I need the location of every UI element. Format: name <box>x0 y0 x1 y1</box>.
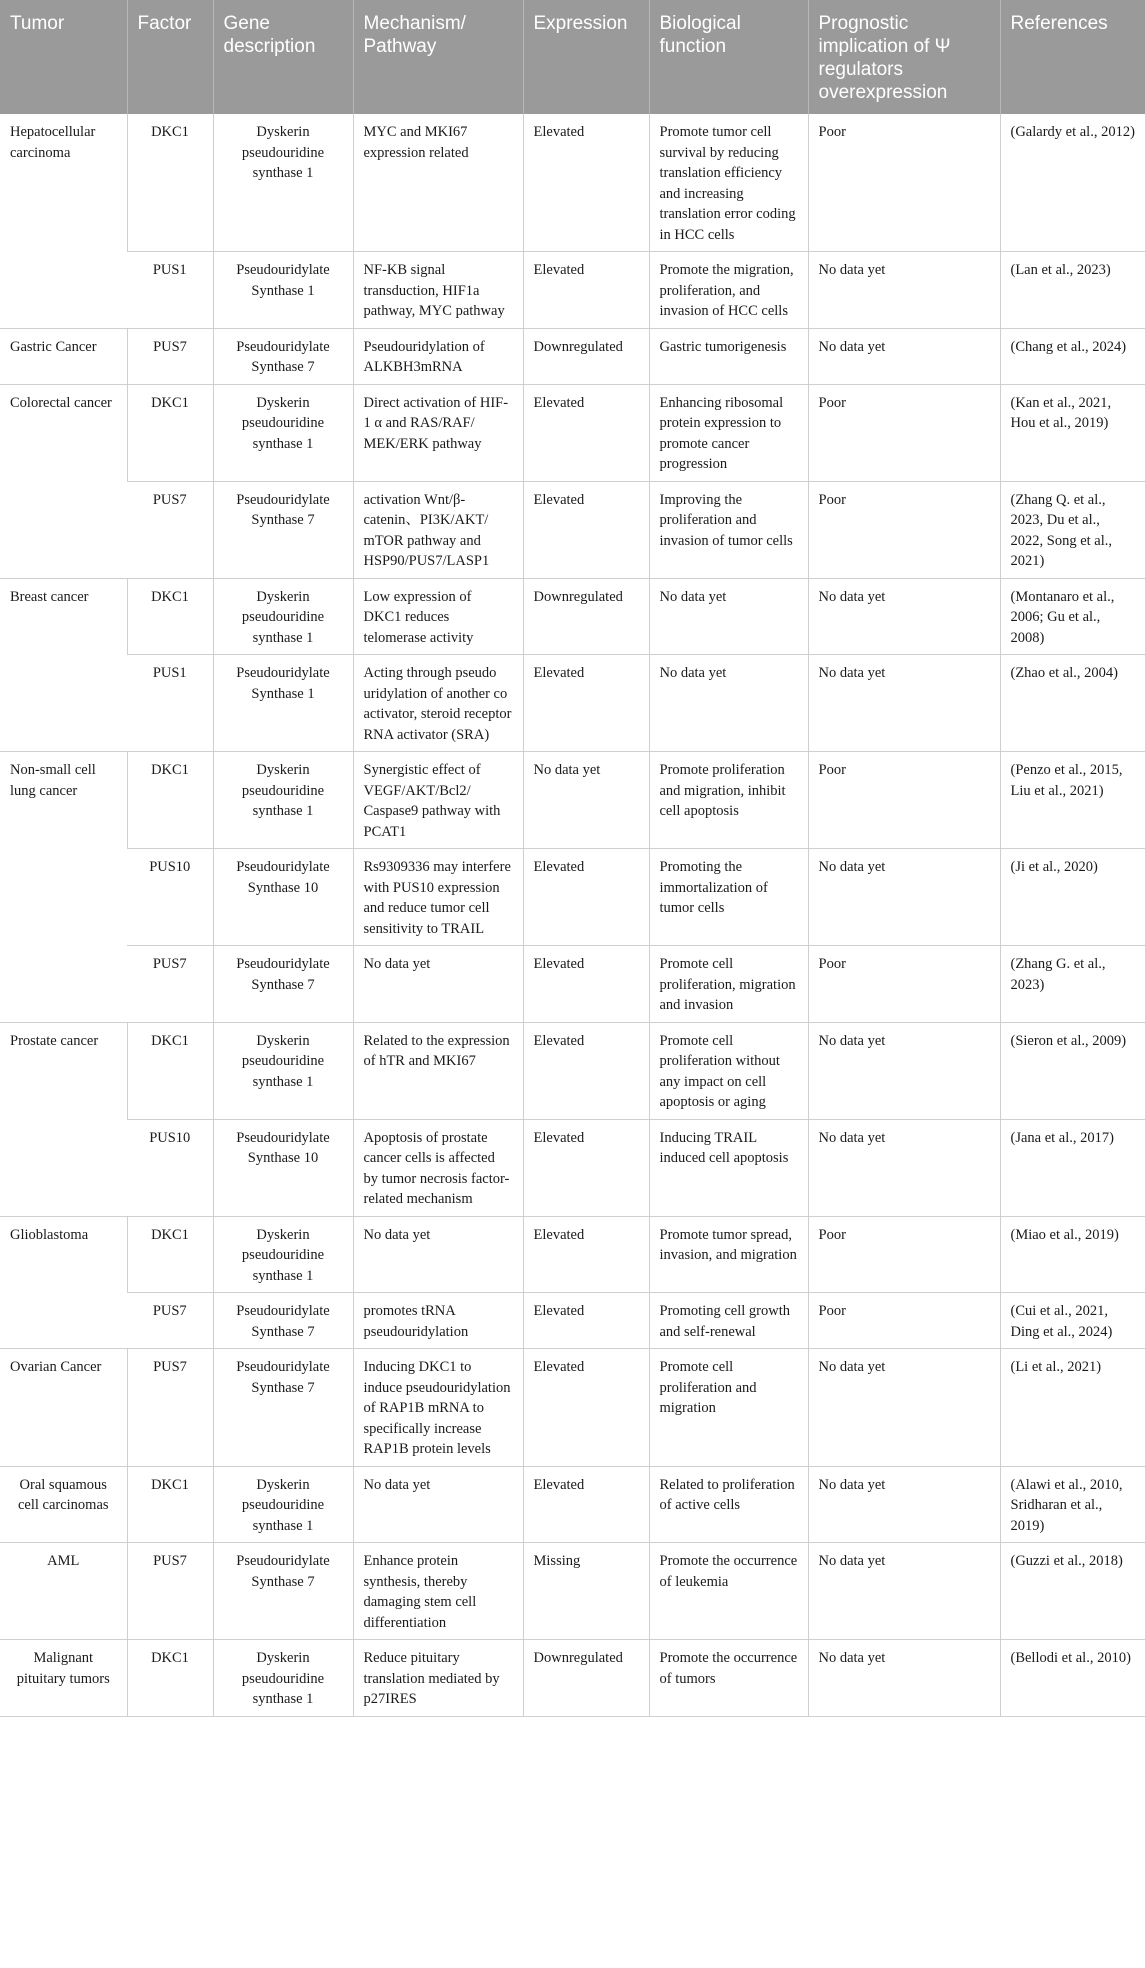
prognostic-cell: No data yet <box>808 849 1000 946</box>
expression-cell: Downregulated <box>523 578 649 655</box>
biological-function-cell: Promote proliferation and migration, inhibit cell apoptosis <box>649 752 808 849</box>
references-cell: (Chang et al., 2024) <box>1000 328 1145 384</box>
factor-cell: DKC1 <box>127 1466 213 1543</box>
factor-cell: DKC1 <box>127 752 213 849</box>
prognostic-cell: Poor <box>808 1216 1000 1293</box>
tumor-cell: Non-small cell lung cancer <box>0 752 127 1023</box>
mechanism-cell: Apoptosis of prostate cancer cells is affected by tumor necrosis factor-related mechanism <box>353 1119 523 1216</box>
references-cell: (Li et al., 2021) <box>1000 1349 1145 1467</box>
expression-cell: Elevated <box>523 1466 649 1543</box>
expression-cell: Elevated <box>523 481 649 578</box>
biological-function-cell: Promoting cell growth and self-renewal <box>649 1293 808 1349</box>
biological-function-cell: Enhancing ribosomal protein expression to promote cancer progression <box>649 384 808 481</box>
factor-cell: PUS7 <box>127 1293 213 1349</box>
references-cell: (Penzo et al., 2015, Liu et al., 2021) <box>1000 752 1145 849</box>
biological-function-cell: Promote the migration, proliferation, and invasion of HCC cells <box>649 252 808 329</box>
table-body <box>0 114 1145 1716</box>
table-row <box>0 114 1145 252</box>
expression-cell: Elevated <box>523 849 649 946</box>
prognostic-cell: Poor <box>808 481 1000 578</box>
tumor-cell: Ovarian Cancer <box>0 1349 127 1467</box>
prognostic-cell: No data yet <box>808 1640 1000 1717</box>
references-cell: (Zhang Q. et al., 2023, Du et al., 2022, Song et al., 2021) <box>1000 481 1145 578</box>
tumor-cell: Breast cancer <box>0 578 127 752</box>
table-row <box>0 1293 1145 1349</box>
table-row <box>0 752 1145 849</box>
references-cell: (Alawi et al., 2010, Sridharan et al., 2019) <box>1000 1466 1145 1543</box>
biological-function-cell: Promote the occurrence of leukemia <box>649 1543 808 1640</box>
tumor-cell: Colorectal cancer <box>0 384 127 578</box>
header-row <box>0 0 1145 114</box>
factor-cell: PUS7 <box>127 1349 213 1467</box>
gene-description-cell: Pseudouridylate Synthase 1 <box>213 655 353 752</box>
expression-cell: Elevated <box>523 946 649 1023</box>
table-row <box>0 1119 1145 1216</box>
factor-cell: PUS10 <box>127 849 213 946</box>
table-row <box>0 849 1145 946</box>
prognostic-cell: Poor <box>808 384 1000 481</box>
mechanism-cell: Related to the expression of hTR and MKI67 <box>353 1022 523 1119</box>
factor-cell: DKC1 <box>127 114 213 252</box>
gene-description-cell: Dyskerin pseudouridine synthase 1 <box>213 1216 353 1293</box>
expression-cell: Downregulated <box>523 1640 649 1717</box>
biological-function-cell: Gastric tumorigenesis <box>649 328 808 384</box>
expression-cell: Elevated <box>523 384 649 481</box>
biological-function-cell: Promote tumor cell survival by reducing translation efficiency and increasing translation error coding in HCC cells <box>649 114 808 252</box>
mechanism-cell: MYC and MKI67 expression related <box>353 114 523 252</box>
expression-cell: Downregulated <box>523 328 649 384</box>
tumor-cell: Malignant pituitary tumors <box>0 1640 127 1717</box>
table-row <box>0 1216 1145 1293</box>
prognostic-cell: Poor <box>808 1293 1000 1349</box>
table-row <box>0 1543 1145 1640</box>
expression-cell: Elevated <box>523 1119 649 1216</box>
biological-function-cell: No data yet <box>649 578 808 655</box>
biological-function-cell: Related to proliferation of active cells <box>649 1466 808 1543</box>
references-cell: (Kan et al., 2021, Hou et al., 2019) <box>1000 384 1145 481</box>
mechanism-cell: Direct activation of HIF-1 α and RAS/RAF/ MEK/ERK pathway <box>353 384 523 481</box>
mechanism-cell: No data yet <box>353 1466 523 1543</box>
gene-description-cell: Dyskerin pseudouridine synthase 1 <box>213 1466 353 1543</box>
biological-function-cell: Promoting the immortalization of tumor cells <box>649 849 808 946</box>
prognostic-cell: No data yet <box>808 1466 1000 1543</box>
gene-description-cell: Pseudouridylate Synthase 10 <box>213 1119 353 1216</box>
biological-function-cell: Promote cell proliferation, migration and invasion <box>649 946 808 1023</box>
gene-description-cell: Dyskerin pseudouridine synthase 1 <box>213 1640 353 1717</box>
mechanism-cell: Pseudouridylation of ALKBH3mRNA <box>353 328 523 384</box>
references-cell: (Montanaro et al., 2006; Gu et al., 2008) <box>1000 578 1145 655</box>
mechanism-cell: Synergistic effect of VEGF/AKT/Bcl2/ Caspase9 pathway with PCAT1 <box>353 752 523 849</box>
factor-cell: PUS7 <box>127 481 213 578</box>
expression-cell: Elevated <box>523 1216 649 1293</box>
gene-description-cell: Pseudouridylate Synthase 7 <box>213 1349 353 1467</box>
references-cell: (Galardy et al., 2012) <box>1000 114 1145 252</box>
references-cell: (Cui et al., 2021, Ding et al., 2024) <box>1000 1293 1145 1349</box>
references-cell: (Zhang G. et al., 2023) <box>1000 946 1145 1023</box>
gene-description-cell: Dyskerin pseudouridine synthase 1 <box>213 752 353 849</box>
expression-cell: Missing <box>523 1543 649 1640</box>
expression-cell: Elevated <box>523 114 649 252</box>
tumor-cell: Gastric Cancer <box>0 328 127 384</box>
table-row <box>0 1466 1145 1543</box>
gene-description-cell: Dyskerin pseudouridine synthase 1 <box>213 114 353 252</box>
tumor-cell: Oral squamous cell carcinomas <box>0 1466 127 1543</box>
table-row <box>0 578 1145 655</box>
gene-description-cell: Pseudouridylate Synthase 7 <box>213 481 353 578</box>
table-row <box>0 946 1145 1023</box>
prognostic-cell: Poor <box>808 114 1000 252</box>
header-mechanism: Mechanism/ Pathway <box>353 0 523 114</box>
factor-cell: PUS7 <box>127 328 213 384</box>
mechanism-cell: Low expression of DKC1 reduces telomerase activity <box>353 578 523 655</box>
header-biological-function: Biological function <box>649 0 808 114</box>
mechanism-cell: promotes tRNA pseudouridylation <box>353 1293 523 1349</box>
mechanism-cell: Inducing DKC1 to induce pseudouridylation of RAP1B mRNA to specifically increase RAP1B protein levels <box>353 1349 523 1467</box>
references-cell: (Jana et al., 2017) <box>1000 1119 1145 1216</box>
header-gene-description: Gene description <box>213 0 353 114</box>
references-cell: (Miao et al., 2019) <box>1000 1216 1145 1293</box>
biological-function-cell: Inducing TRAIL induced cell apoptosis <box>649 1119 808 1216</box>
gene-description-cell: Pseudouridylate Synthase 10 <box>213 849 353 946</box>
table-row <box>0 384 1145 481</box>
mechanism-cell: NF-KB signal transduction, HIF1a pathway, MYC pathway <box>353 252 523 329</box>
gene-description-cell: Pseudouridylate Synthase 7 <box>213 1543 353 1640</box>
expression-cell: Elevated <box>523 1022 649 1119</box>
prognostic-cell: No data yet <box>808 578 1000 655</box>
mechanism-cell: Enhance protein synthesis, thereby damaging stem cell differentiation <box>353 1543 523 1640</box>
factor-cell: DKC1 <box>127 384 213 481</box>
factor-cell: DKC1 <box>127 1216 213 1293</box>
gene-description-cell: Dyskerin pseudouridine synthase 1 <box>213 578 353 655</box>
factor-cell: DKC1 <box>127 1022 213 1119</box>
prognostic-cell: No data yet <box>808 1119 1000 1216</box>
mechanism-cell: No data yet <box>353 1216 523 1293</box>
gene-description-cell: Pseudouridylate Synthase 7 <box>213 1293 353 1349</box>
factor-cell: PUS1 <box>127 655 213 752</box>
tumor-cell: Hepatocellular carcinoma <box>0 114 127 328</box>
expression-cell: Elevated <box>523 1293 649 1349</box>
table-row <box>0 481 1145 578</box>
references-cell: (Bellodi et al., 2010) <box>1000 1640 1145 1717</box>
header-tumor: Tumor <box>0 0 127 114</box>
factor-cell: DKC1 <box>127 1640 213 1717</box>
factor-cell: PUS1 <box>127 252 213 329</box>
prognostic-cell: Poor <box>808 752 1000 849</box>
references-cell: (Guzzi et al., 2018) <box>1000 1543 1145 1640</box>
gene-description-cell: Dyskerin pseudouridine synthase 1 <box>213 1022 353 1119</box>
biological-function-cell: Improving the proliferation and invasion of tumor cells <box>649 481 808 578</box>
prognostic-cell: No data yet <box>808 1543 1000 1640</box>
table-row <box>0 252 1145 329</box>
biological-function-cell: Promote tumor spread, invasion, and migration <box>649 1216 808 1293</box>
expression-cell: No data yet <box>523 752 649 849</box>
biological-function-cell: Promote cell proliferation without any impact on cell apoptosis or aging <box>649 1022 808 1119</box>
references-cell: (Sieron et al., 2009) <box>1000 1022 1145 1119</box>
table-row <box>0 328 1145 384</box>
header-references: References <box>1000 0 1145 114</box>
prognostic-cell: No data yet <box>808 1349 1000 1467</box>
references-cell: (Ji et al., 2020) <box>1000 849 1145 946</box>
mechanism-cell: Acting through pseudo uridylation of another co activator, steroid receptor RNA activator (SRA) <box>353 655 523 752</box>
mechanism-cell: Rs9309336 may interfere with PUS10 expression and reduce tumor cell sensitivity to TRAIL <box>353 849 523 946</box>
references-cell: (Zhao et al., 2004) <box>1000 655 1145 752</box>
factor-cell: DKC1 <box>127 578 213 655</box>
header-factor: Factor <box>127 0 213 114</box>
factor-cell: PUS7 <box>127 1543 213 1640</box>
prognostic-cell: No data yet <box>808 1022 1000 1119</box>
expression-cell: Elevated <box>523 1349 649 1467</box>
tumor-cell: Glioblastoma <box>0 1216 127 1349</box>
tumor-cell: AML <box>0 1543 127 1640</box>
header-prognostic: Prognostic implication of Ψ regulators overexpression <box>808 0 1000 114</box>
prognostic-cell: No data yet <box>808 655 1000 752</box>
gene-description-cell: Pseudouridylate Synthase 7 <box>213 946 353 1023</box>
prognostic-cell: Poor <box>808 946 1000 1023</box>
biological-function-cell: No data yet <box>649 655 808 752</box>
header-expression: Expression <box>523 0 649 114</box>
mechanism-cell: activation Wnt/β-catenin、PI3K/AKT/ mTOR pathway and HSP90/PUS7/LASP1 <box>353 481 523 578</box>
mechanism-cell: Reduce pituitary translation mediated by p27IRES <box>353 1640 523 1717</box>
factor-cell: PUS7 <box>127 946 213 1023</box>
gene-description-cell: Pseudouridylate Synthase 7 <box>213 328 353 384</box>
gene-description-cell: Dyskerin pseudouridine synthase 1 <box>213 384 353 481</box>
factor-cell: PUS10 <box>127 1119 213 1216</box>
biological-function-cell: Promote cell proliferation and migration <box>649 1349 808 1467</box>
prognostic-cell: No data yet <box>808 252 1000 329</box>
references-cell: (Lan et al., 2023) <box>1000 252 1145 329</box>
table-row <box>0 1640 1145 1717</box>
mechanism-cell: No data yet <box>353 946 523 1023</box>
table-row <box>0 1349 1145 1467</box>
expression-cell: Elevated <box>523 655 649 752</box>
expression-cell: Elevated <box>523 252 649 329</box>
tumor-cell: Prostate cancer <box>0 1022 127 1216</box>
gene-description-cell: Pseudouridylate Synthase 1 <box>213 252 353 329</box>
table-row <box>0 1022 1145 1119</box>
biological-function-cell: Promote the occurrence of tumors <box>649 1640 808 1717</box>
prognostic-cell: No data yet <box>808 328 1000 384</box>
table-row <box>0 655 1145 752</box>
